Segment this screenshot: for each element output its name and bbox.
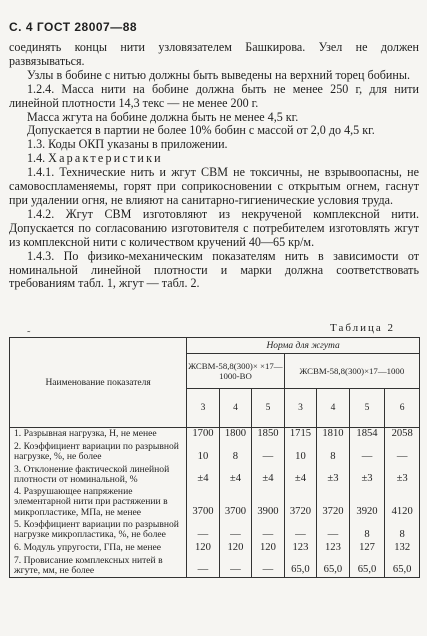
page-header: С. 4 ГОСТ 28007—88	[9, 20, 138, 34]
cell-value: —	[349, 441, 385, 464]
cell-value: 3720	[317, 486, 350, 519]
row-label: 6. Модуль упругости, ГПа, не менее	[10, 542, 187, 555]
cell-value: 8	[219, 441, 252, 464]
cell-value: 3700	[219, 486, 252, 519]
cell-value: 3700	[187, 486, 220, 519]
column-header-name: Наименование показателя	[10, 338, 187, 428]
cell-value: 123	[317, 542, 350, 555]
paragraph: 1.4.2. Жгут СВМ изготовляют из некрученой комплексной нити. Допускается по согласованию изготовителя с потребителем изготовлять жгут из комплексной нити с количеством кручений 40—65 кр/м.	[9, 206, 419, 249]
cell-value: —	[219, 555, 252, 578]
column-header: 5	[349, 389, 385, 428]
cell-value: 8	[349, 519, 385, 542]
cell-value: 8	[317, 441, 350, 464]
row-label: 1. Разрывная нагрузка, Н, не менее	[10, 428, 187, 442]
table-row	[10, 542, 420, 555]
cell-value: 10	[284, 441, 317, 464]
cell-value: —	[317, 519, 350, 542]
cell-value: 1700	[187, 428, 220, 442]
column-header: 4	[317, 389, 350, 428]
cell-value: 132	[385, 542, 420, 555]
cell-value: 1810	[317, 428, 350, 442]
paragraph: Масса жгута на бобине должна быть не менее 4,5 кг.	[27, 109, 299, 124]
norm-header: Норма для жгута	[187, 338, 420, 354]
paragraph: 1.3. Коды ОКП указаны в приложении.	[27, 137, 228, 152]
cell-value: 1850	[252, 428, 285, 442]
cell-value: ±4	[219, 464, 252, 487]
cell-value: ±4	[187, 464, 220, 487]
section-number: 1.4.	[27, 151, 46, 166]
cell-value: —	[252, 519, 285, 542]
table-row	[10, 464, 420, 487]
cell-value: 65,0	[284, 555, 317, 578]
row-label: 5. Коэффициент вариации по разрывной нагрузке микропластика, %, не более	[10, 519, 187, 542]
cell-value: 65,0	[385, 555, 420, 578]
cell-value: 120	[187, 542, 220, 555]
cell-value: 3920	[349, 486, 385, 519]
row-label: 2. Коэффициент вариации по разрывной нагрузке, %, не более	[10, 441, 187, 464]
row-label: 7. Провисание комплексных нитей в жгуте, мм, не более	[10, 555, 187, 578]
paragraph: 1.4.3. По физико-механическим показателям нить в зависимости от номинальной линейной плотности и марки должна соответствовать требованиям табл. 1, жгут — табл. 2.	[9, 248, 419, 291]
cell-value: 65,0	[317, 555, 350, 578]
group-header: ЖСВМ-58,8(300)× ×17—1000-ВО	[187, 354, 285, 389]
cell-value: —	[187, 519, 220, 542]
section-heading	[9, 152, 419, 166]
table-row	[10, 555, 420, 578]
cell-value: 3720	[284, 486, 317, 519]
paragraph: Узлы в бобине с нитью должны быть выведены на верхний торец бобины.	[27, 67, 410, 82]
row-label: 3. Отклонение фактической линейной плотности от номинальной, %	[10, 464, 187, 487]
section-title: Характеристики	[48, 151, 163, 166]
cell-value: ±4	[284, 464, 317, 487]
cell-value: 120	[219, 542, 252, 555]
cell-value: 120	[252, 542, 285, 555]
table-title: Таблица 2	[330, 322, 396, 334]
column-header: 6	[385, 389, 420, 428]
column-header: 3	[187, 389, 220, 428]
cell-value: ±3	[349, 464, 385, 487]
table-row	[10, 519, 420, 542]
data-table	[9, 337, 420, 578]
column-header: 5	[252, 389, 285, 428]
cell-value: 10	[187, 441, 220, 464]
table-row	[10, 441, 420, 464]
column-header: 4	[219, 389, 252, 428]
cell-value: 4120	[385, 486, 420, 519]
paragraph: соединять концы нити узловязателем Башкирова. Узел не должен развязываться.	[9, 40, 419, 68]
cell-value: 8	[385, 519, 420, 542]
cell-value: —	[252, 441, 285, 464]
margin-mark: ˜	[27, 330, 31, 341]
paragraph: 1.2.4. Масса нити на бобине должна быть не менее 250 г, для нити линейной плотности 14,3 текс — не менее 200 г.	[9, 81, 419, 110]
cell-value: 65,0	[349, 555, 385, 578]
group-header: ЖСВМ-58,8(300)×17—1000	[284, 354, 419, 389]
row-label: 4. Разрушающее напряжение элементарной нити при растяжении в микропластике, МПа, не менее	[10, 486, 187, 519]
cell-value: 123	[284, 542, 317, 555]
table-row	[10, 428, 420, 442]
cell-value: 3900	[252, 486, 285, 519]
cell-value: —	[219, 519, 252, 542]
paragraph: Допускается в партии не более 10% бобин с массой от 2,0 до 4,5 кг.	[27, 123, 375, 138]
cell-value: ±3	[317, 464, 350, 487]
body-text	[9, 41, 419, 291]
cell-value: —	[187, 555, 220, 578]
cell-value: 2058	[385, 428, 420, 442]
table-row	[10, 486, 420, 519]
cell-value: 1854	[349, 428, 385, 442]
cell-value: —	[385, 441, 420, 464]
paragraph: 1.4.1. Технические нить и жгут СВМ не токсичны, не взрывоопасны, не самовоспламеняемы, горят при соприкосновении с открытым огнем, гаснут при удалении огня, не влияют на санитарно-гигиенические условия труда.	[9, 165, 419, 207]
cell-value: —	[252, 555, 285, 578]
cell-value: —	[284, 519, 317, 542]
cell-value: ±3	[385, 464, 420, 487]
cell-value: 127	[349, 542, 385, 555]
cell-value: ±4	[252, 464, 285, 487]
cell-value: 1715	[284, 428, 317, 442]
cell-value: 1800	[219, 428, 252, 442]
column-header: 3	[284, 389, 317, 428]
table-body	[10, 428, 420, 578]
